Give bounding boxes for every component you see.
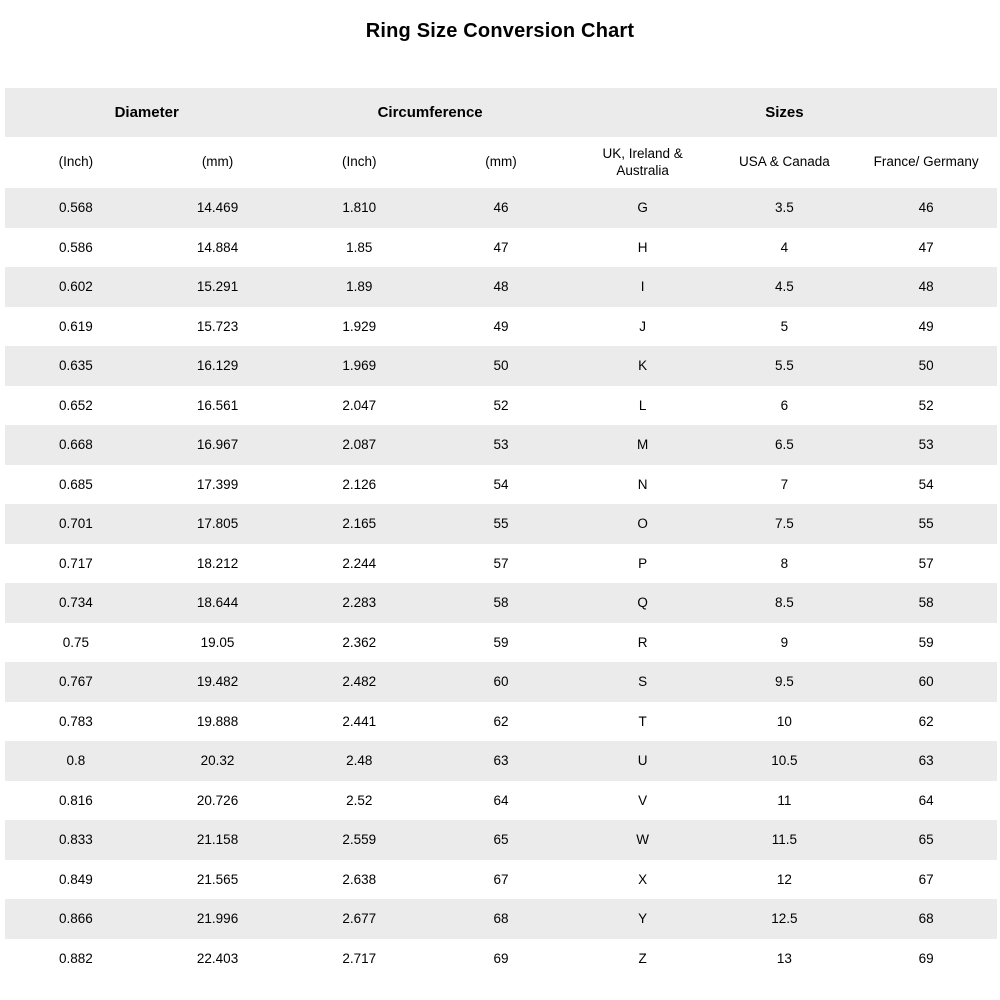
table-cell: 0.568 bbox=[58, 200, 93, 216]
table-cell: 48 bbox=[493, 279, 509, 295]
table-cell: 2.559 bbox=[342, 832, 377, 848]
table-cell: 9 bbox=[780, 634, 789, 650]
table-cell: 67 bbox=[918, 871, 934, 887]
table-cell: 16.129 bbox=[196, 358, 239, 374]
table-cell: 15.291 bbox=[196, 279, 239, 295]
table-cell: 0.619 bbox=[58, 318, 93, 334]
table-cell: 64 bbox=[493, 792, 509, 808]
column-header: USA & Canada bbox=[738, 154, 830, 170]
table-cell: I bbox=[640, 279, 645, 295]
table-row bbox=[5, 583, 997, 623]
table-cell: U bbox=[637, 753, 648, 769]
ring-size-table bbox=[5, 88, 997, 978]
table-cell: W bbox=[636, 832, 650, 848]
table-row bbox=[5, 623, 997, 663]
table-cell: 62 bbox=[493, 713, 509, 729]
table-cell: H bbox=[637, 239, 648, 255]
table-cell: 47 bbox=[493, 239, 509, 255]
table-cell: 2.482 bbox=[342, 674, 377, 690]
table-cell: 65 bbox=[493, 832, 509, 848]
table-cell: 13 bbox=[776, 950, 792, 966]
table-head bbox=[5, 88, 997, 188]
table-cell: 4 bbox=[780, 239, 789, 255]
column-header: (mm) bbox=[485, 154, 517, 170]
table-cell: 21.996 bbox=[196, 911, 239, 927]
table-cell: 60 bbox=[918, 674, 934, 690]
table-cell: T bbox=[638, 713, 647, 729]
table-cell: 68 bbox=[918, 911, 934, 927]
table-cell: 0.635 bbox=[58, 358, 93, 374]
column-header: France/ Germany bbox=[873, 154, 979, 170]
table-cell: 22.403 bbox=[196, 950, 239, 966]
table-row bbox=[5, 860, 997, 900]
table-cell: 8.5 bbox=[774, 595, 794, 611]
table-row bbox=[5, 504, 997, 544]
table-cell: 55 bbox=[918, 516, 934, 532]
table-cell: 16.561 bbox=[196, 397, 239, 413]
table-cell: 2.677 bbox=[342, 911, 377, 927]
table-cell: 19.482 bbox=[196, 674, 239, 690]
table-cell: S bbox=[638, 674, 648, 690]
table-cell: 4.5 bbox=[774, 279, 794, 295]
table-cell: 0.816 bbox=[58, 792, 93, 808]
table-cell: 57 bbox=[918, 555, 934, 571]
column-header: (Inch) bbox=[342, 154, 377, 170]
table-cell: 64 bbox=[918, 792, 934, 808]
table-cell: 14.469 bbox=[196, 200, 239, 216]
table-cell: 58 bbox=[918, 595, 934, 611]
table-cell: 1.969 bbox=[342, 358, 377, 374]
table-cell: 69 bbox=[493, 950, 509, 966]
table-cell: 1.810 bbox=[342, 200, 377, 216]
table-cell: 49 bbox=[493, 318, 509, 334]
table-cell: 20.726 bbox=[196, 792, 239, 808]
table-cell: J bbox=[639, 318, 647, 334]
table-cell: 1.89 bbox=[346, 279, 373, 295]
table-cell: 0.767 bbox=[58, 674, 93, 690]
table-row bbox=[5, 741, 997, 781]
table-cell: 52 bbox=[918, 397, 934, 413]
ring-size-table-container bbox=[5, 88, 997, 978]
group-header-row bbox=[5, 88, 997, 137]
table-cell: 6 bbox=[780, 397, 789, 413]
table-cell: 59 bbox=[493, 634, 509, 650]
table-cell: 2.283 bbox=[342, 595, 377, 611]
table-cell: 21.565 bbox=[196, 871, 239, 887]
table-row bbox=[5, 188, 997, 228]
table-cell: 0.586 bbox=[58, 239, 93, 255]
table-cell: R bbox=[637, 634, 648, 650]
table-cell: 68 bbox=[493, 911, 509, 927]
table-cell: 6.5 bbox=[774, 437, 794, 453]
table-row bbox=[5, 267, 997, 307]
table-cell: 63 bbox=[918, 753, 934, 769]
table-cell: 18.644 bbox=[196, 595, 239, 611]
table-row bbox=[5, 702, 997, 742]
table-cell: 60 bbox=[493, 674, 509, 690]
table-cell: 0.75 bbox=[62, 634, 89, 650]
table-cell: 19.888 bbox=[196, 713, 239, 729]
table-cell: 1.929 bbox=[342, 318, 377, 334]
table-cell: 2.047 bbox=[342, 397, 377, 413]
table-cell: 0.602 bbox=[58, 279, 93, 295]
table-cell: 2.48 bbox=[346, 753, 373, 769]
table-cell: 0.685 bbox=[58, 476, 93, 492]
table-cell: 20.32 bbox=[200, 753, 235, 769]
table-cell: K bbox=[638, 358, 648, 374]
table-cell: 17.805 bbox=[196, 516, 239, 532]
table-row bbox=[5, 425, 997, 465]
table-cell: 0.668 bbox=[58, 437, 93, 453]
table-cell: 9.5 bbox=[774, 674, 794, 690]
table-cell: 0.701 bbox=[58, 516, 93, 532]
table-cell: 57 bbox=[493, 555, 509, 571]
table-cell: 2.638 bbox=[342, 871, 377, 887]
table-cell: 18.212 bbox=[196, 555, 239, 571]
table-cell: 7 bbox=[780, 476, 789, 492]
table-cell: 16.967 bbox=[196, 437, 239, 453]
table-cell: 21.158 bbox=[196, 832, 239, 848]
table-cell: 1.85 bbox=[346, 239, 373, 255]
page-title: Ring Size Conversion Chart bbox=[365, 20, 635, 42]
table-cell: 48 bbox=[918, 279, 934, 295]
table-cell: 0.866 bbox=[58, 911, 93, 927]
table-row bbox=[5, 899, 997, 939]
table-cell: P bbox=[638, 555, 648, 571]
table-row bbox=[5, 228, 997, 268]
table-cell: 63 bbox=[493, 753, 509, 769]
table-row bbox=[5, 346, 997, 386]
table-cell: 14.884 bbox=[196, 239, 239, 255]
table-cell: 8 bbox=[780, 555, 789, 571]
table-cell: Q bbox=[637, 595, 648, 611]
table-cell: 3.5 bbox=[774, 200, 794, 216]
table-row bbox=[5, 662, 997, 702]
table-cell: 50 bbox=[918, 358, 934, 374]
table-cell: 69 bbox=[918, 950, 934, 966]
table-cell: 0.882 bbox=[58, 950, 93, 966]
table-cell: 0.833 bbox=[58, 832, 93, 848]
table-cell: 59 bbox=[918, 634, 934, 650]
table-cell: 2.087 bbox=[342, 437, 377, 453]
table-cell: 0.652 bbox=[58, 397, 93, 413]
table-cell: 2.362 bbox=[342, 634, 377, 650]
table-row bbox=[5, 781, 997, 821]
table-cell: 12.5 bbox=[771, 911, 798, 927]
table-cell: 62 bbox=[918, 713, 934, 729]
table-cell: 7.5 bbox=[774, 516, 794, 532]
table-cell: 0.783 bbox=[58, 713, 93, 729]
table-cell: O bbox=[637, 516, 648, 532]
table-cell: 67 bbox=[493, 871, 509, 887]
table-cell: Y bbox=[638, 911, 648, 927]
table-cell: 5.5 bbox=[774, 358, 794, 374]
table-cell: 53 bbox=[918, 437, 934, 453]
table-cell: 2.244 bbox=[342, 555, 377, 571]
table-cell: Z bbox=[638, 950, 647, 966]
table-row bbox=[5, 544, 997, 584]
table-cell: 17.399 bbox=[196, 476, 239, 492]
table-cell: X bbox=[638, 871, 648, 887]
table-cell: 10.5 bbox=[771, 753, 798, 769]
table-cell: 2.126 bbox=[342, 476, 377, 492]
table-cell: 10 bbox=[776, 713, 792, 729]
table-cell: 46 bbox=[493, 200, 509, 216]
table-cell: 47 bbox=[918, 239, 934, 255]
table-cell: 54 bbox=[918, 476, 934, 492]
table-cell: 46 bbox=[918, 200, 934, 216]
column-header-row bbox=[5, 137, 997, 188]
table-cell: 5 bbox=[780, 318, 789, 334]
table-cell: N bbox=[637, 476, 648, 492]
table-cell: 11 bbox=[777, 792, 792, 808]
table-cell: 0.717 bbox=[58, 555, 93, 571]
table-cell: 52 bbox=[493, 397, 509, 413]
table-cell: 2.717 bbox=[342, 950, 377, 966]
group-header-sizes: Sizes bbox=[765, 104, 804, 121]
table-cell: 11.5 bbox=[771, 832, 797, 848]
table-cell: 49 bbox=[918, 318, 934, 334]
table-cell: 2.52 bbox=[346, 792, 373, 808]
table-cell: 15.723 bbox=[196, 318, 239, 334]
table-cell: G bbox=[637, 200, 648, 216]
table-cell: 0.849 bbox=[58, 871, 93, 887]
table-cell: 65 bbox=[918, 832, 934, 848]
table-cell: 0.734 bbox=[58, 595, 93, 611]
table-row bbox=[5, 307, 997, 347]
table-cell: 2.165 bbox=[342, 516, 377, 532]
table-row bbox=[5, 465, 997, 505]
group-header-circumference: Circumference bbox=[377, 104, 483, 121]
column-header: (Inch) bbox=[58, 154, 94, 170]
group-header-diameter: Diameter bbox=[114, 104, 179, 121]
table-cell: M bbox=[637, 437, 649, 453]
table-cell: 19.05 bbox=[200, 634, 235, 650]
table-row bbox=[5, 939, 997, 979]
table-cell: 58 bbox=[493, 595, 509, 611]
table-cell: 53 bbox=[493, 437, 509, 453]
table-cell: 0.8 bbox=[66, 753, 86, 769]
column-header: (mm) bbox=[201, 154, 234, 170]
table-row bbox=[5, 820, 997, 860]
table-body bbox=[5, 188, 997, 978]
table-cell: V bbox=[638, 792, 648, 808]
table-cell: L bbox=[638, 397, 647, 413]
column-header: UK, Ireland & Australia bbox=[602, 145, 683, 178]
table-cell: 2.441 bbox=[342, 713, 377, 729]
table-row bbox=[5, 386, 997, 426]
table-cell: 12 bbox=[776, 871, 792, 887]
table-cell: 54 bbox=[493, 476, 509, 492]
table-cell: 55 bbox=[493, 516, 509, 532]
table-cell: 50 bbox=[493, 358, 509, 374]
